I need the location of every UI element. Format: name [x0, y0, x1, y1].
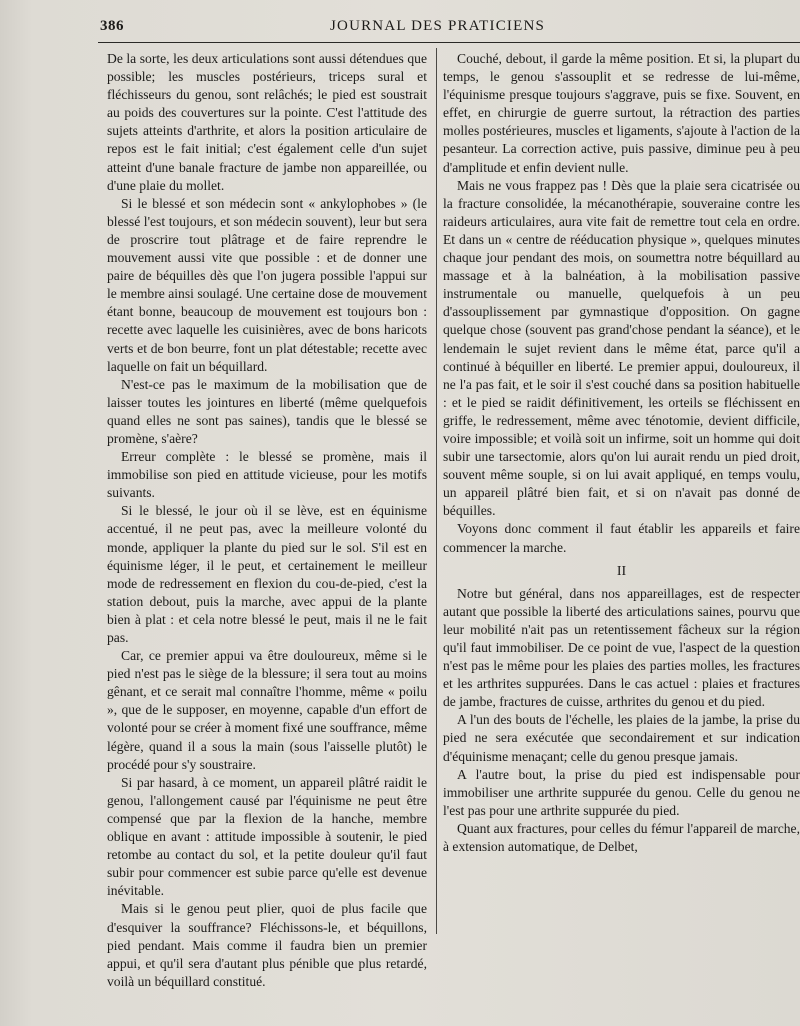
- paragraph: Mais si le genou peut plier, quoi de plus facile que d'esquiver la souffrance? Fléchissons-le, et béquillons, pied pendant. Mais comme il faudra bien un premier appui, et qu'il sera d'autant plus pénible que plus retardé, voilà un béquillard constitué.: [107, 901, 427, 989]
- paragraph: Couché, debout, il garde la même position. Et si, la plupart du temps, le genou s'assouplit et se redresse de lui-même, l'équinisme presque toujours s'aggrave, puis se fixe. Souvent, en effet, en chirurgie de guerre surtout, la rétraction des parties molles postérieures, muscles et ligaments, s'ajoute à l'action de la pesanteur. La correction active, puis passive, diminue peu à peu d'amplitude et enfin devient nulle.: [443, 51, 800, 175]
- paragraph: A l'un des bouts de l'échelle, les plaies de la jambe, la prise du pied ne sera exécutée que secondairement et sur indication d'équinisme menaçant; celle du genou presque jamais.: [443, 712, 800, 764]
- paragraph: Voyons donc comment il faut établir les appareils et faire commencer la marche.: [443, 521, 800, 555]
- paragraph: Si par hasard, à ce moment, un appareil plâtré raidit le genou, l'allongement causé par l'équinisme ne peut être compensé que par la flexion de la hanche, membre oblique en avant : attitude impossible à soutenir, le pied retombe au contact du sol, et la petite douleur qu'il faut subir pour commencer est subie parce qu'elle est devenue inévitable.: [107, 774, 427, 899]
- paragraph: Quant aux fractures, pour celles du fémur l'appareil de marche, à extension automatique, de Delbet,: [443, 820, 800, 855]
- paragraph: Si le blessé et son médecin sont « ankylophobes » (le blessé l'est toujours, et son médecin souvent), leur but sera de proscrire tout plâtrage et de faire reprendre le mouvement aussi vite que possible : et de donner une paire de béquilles dès que l'on jugera possible l'appui sur le membre ainsi soulagé. Une certaine dose de mouvement étant bonne, beaucoup de mouvement est toujours bon : recette avec laquelle les cuisinières, avec de bons haricots verts et de bon beurre, font un plat détestable; recette avec laquelle on fait un béquillard.: [107, 195, 427, 374]
- paragraph: A l'autre bout, la prise du pied est indispensable pour immobiliser une arthrite suppurée du genou. Celle du genou ne l'est pas pour une arthrite suppurée du pied.: [443, 766, 800, 818]
- page-number: 386: [100, 18, 124, 34]
- header-rule: [98, 42, 800, 43]
- paragraph: Mais ne vous frappez pas ! Dès que la plaie sera cicatrisée ou la fracture consolidée, la mécanothérapie, souveraine contre les raideurs articulaires, aura vite fait de remettre tout cela en ordre. Et dans un « centre de rééducation physique », quelques minutes chaque jour pendant des mois, on soumettra notre béquillard au massage et à la balnéation, à la mobilisation passive instrumentale ou manuelle, quelquefois à un peu d'assouplissement par gymnastique d'opposition. On gagne quelque chose (souvent pas grand'chose pendant la séance), et le lendemain le sujet revient dans le même état, parce qu'il a continué à béquiller en liberté. Le premier appui, douloureux, il ne l'a pas fait, et le soir il s'est couché dans sa position habituelle : et le pied se raidit définitivement, les orteils se fléchissent en griffe, le redressement, même avec ténotomie, devient difficile, voire impossible; et voilà soit un infirme, soit un homme qui doit subir une tarsectomie, alors qu'on lui aurait rendu un pied droit, souvent même souple, si on lui avait appliqué, en temps voulu, un appareil plâtré bien fait, et si on n'avait pas donné de béquilles.: [443, 177, 800, 519]
- page-header: [60, 18, 800, 42]
- paragraph: N'est-ce pas le maximum de la mobilisation que de laisser toutes les jointures en liberté (même quelquefois quand elles ne sont pas saines), tandis que le blessé se promène, s'aère?: [107, 376, 427, 446]
- paragraph: Notre but général, dans nos appareillages, est de respecter autant que possible la liberté des articulations saines, pourvu que leur mobilité n'ait pas un retentissement fâcheux sur la région qu'il faut immobiliser. De ce point de vue, l'aspect de la question n'est pas le même pour les plaies des parties molles, les fractures et les arthrites suppurées. Dans le cas actuel : plaies et fractures de jambe, fractures de cuisse, arthrites du genou et du pied.: [443, 585, 800, 710]
- section-number: II: [616, 563, 627, 579]
- paragraph: Erreur complète : le blessé se promène, mais il immobilise son pied en attitude vicieuse, pour les motifs suivants.: [107, 449, 427, 501]
- paragraph: Car, ce premier appui va être douloureux, même si le pied n'est pas le siège de la blessure; il sera tout au moins gênant, et ce serait mal connaître l'homme, même « poilu », que de le supposer, en moyenne, capable d'un effort de volonté pour se créer à moment fixé une souffrance, même légère, quand il a sous la main (sous l'aisselle plutôt) le procédé pour s'y soustraire.: [107, 648, 427, 772]
- journal-title: JOURNAL DES PRATICIENS: [330, 18, 546, 34]
- left-column: [107, 50, 427, 991]
- paragraph: De la sorte, les deux articulations sont aussi détendues que possible; les muscles postérieurs, triceps sural et fléchisseurs du genou, sont relâchés; le pied est soustrait au poids des couvertures sur la pointe. C'est l'attitude des sujets atteints d'arthrite, et alors la position articulaire de repos est le fait initial; c'est également celle d'un sujet atteint d'une banale fracture de jambe non appareillée, ou d'une plaie du mollet.: [107, 51, 427, 193]
- paragraph: Si le blessé, le jour où il se lève, est en équinisme accentué, il ne peut pas, avec la meilleure volonté du monde, appliquer la plante du pied sur le sol. S'il est en équinisme léger, il le peut, et certainement le meilleur mode de redressement en flexion du cou-de-pied, c'est la station debout, puis la marche, avec appui de la plante bien à plat : et cela notre blessé le peut, mais il ne le fait pas.: [107, 503, 427, 645]
- column-divider: [436, 48, 437, 934]
- right-column: [443, 50, 800, 856]
